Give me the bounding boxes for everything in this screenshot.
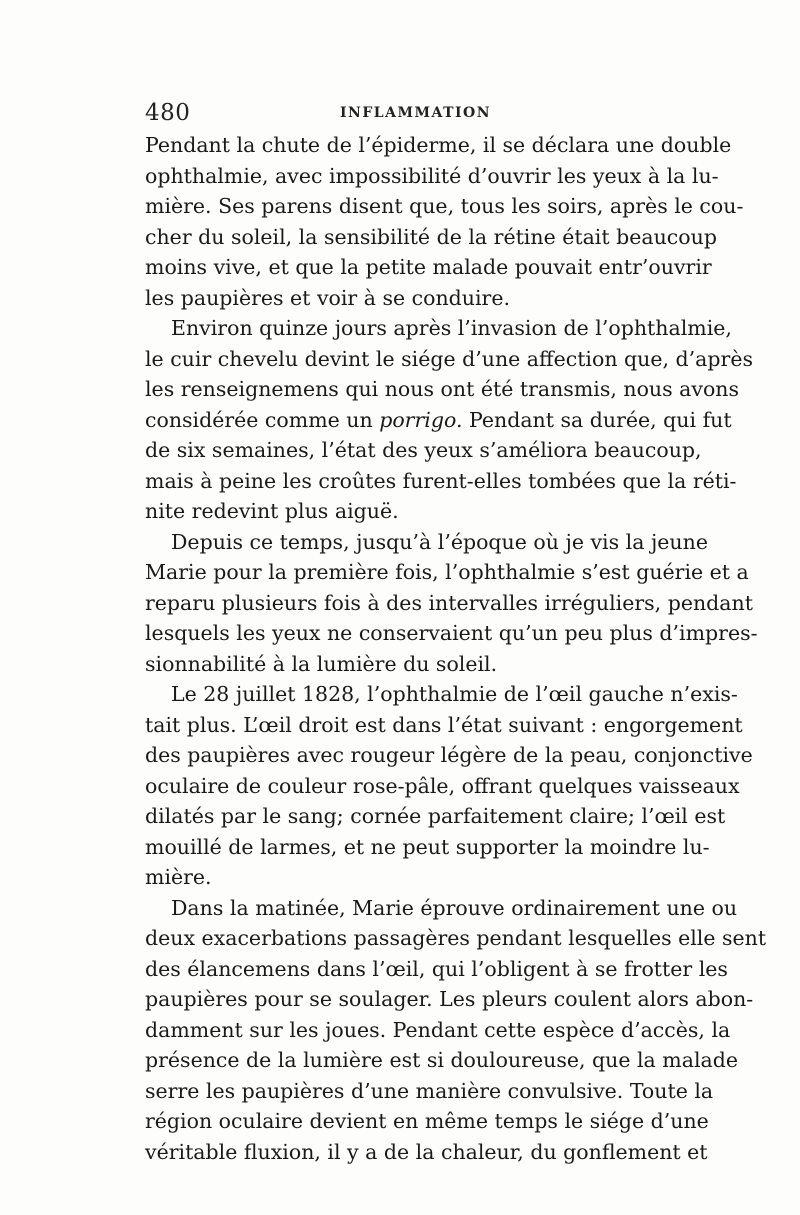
text-line: de six semaines, l’état des yeux s’améliora beaucoup, [145,438,702,462]
text-line: région oculaire devient en même temps le siége d’une [145,1109,709,1133]
text-line: Marie pour la première fois, l’ophthalmie s’est guérie et a [145,560,749,584]
text-line: deux exacerbations passagères pendant lesquelles elle sent [145,926,767,950]
text-line: des élancemens dans l’œil, qui l’obligent à se frotter les [145,956,728,981]
paragraph-4 [145,679,753,893]
text-line-with-italic [145,405,732,436]
paragraph-1 [145,130,744,313]
paragraph-3 [145,527,758,680]
text-line: nite redevint plus aiguë. [145,499,399,523]
text-line: Pendant la chute de l’épiderme, il se déclara une double [145,133,732,157]
text-segment: considérée comme un [145,407,380,432]
text-line: Dans la matinée, Marie éprouve ordinairement une ou [171,895,738,920]
body-text [145,130,767,1167]
italic-term: porrigo. [379,407,463,432]
text-line: oculaire de couleur rose-pâle, offrant quelques vaisseaux [145,773,740,798]
text-line: présence de la lumière est si douloureuse, que la malade [145,1048,738,1072]
text-line: reparu plusieurs fois à des intervalles irréguliers, pendant [145,590,753,615]
text-line: ophthalmie, avec impossibilité d’ouvrir les yeux à la lu- [145,163,719,188]
paragraph-2 [145,313,753,527]
text-line: les renseignemens qui nous ont été transmis, nous avons [145,377,740,401]
text-line: des paupières avec rougeur légère de la peau, conjonctive [145,743,753,767]
text-line: le cuir chevelu devint le siége d’une affection que, d’après [145,346,753,371]
text-line: mais à peine les croûtes furent-elles tombées que la réti- [145,468,737,493]
paragraph-5 [145,893,767,1168]
text-line: serre les paupières d’une manière convulsive. Toute la [145,1078,714,1103]
text-line: véritable fluxion, il y a de la chaleur, du gonflement et [145,1139,708,1164]
text-line: lesquels les yeux ne conservaient qu’un peu plus d’impres- [145,621,758,645]
page-number: 480 [145,100,191,126]
text-segment: Pendant sa durée, qui fut [462,407,732,432]
running-title: INFLAMMATION [340,105,492,121]
page-header [145,100,670,130]
text-line: mouillé de larmes, et ne peut supporter la moindre lu- [145,834,710,859]
text-line: les paupières et voir à se conduire. [145,285,510,310]
text-line: tait plus. L’œil droit est dans l’état suivant : engorgement [145,712,743,737]
text-line: Environ quinze jours après l’invasion de l’ophthalmie, [171,316,732,340]
text-line: dilatés par le sang; cornée parfaitement claire; l’œil est [145,804,726,828]
text-line: paupières pour se soulager. Les pleurs coulent alors abon- [145,987,754,1011]
text-line: sionnabilité à la lumière du soleil. [145,651,498,676]
text-line: mière. Ses parens disent que, tous les soirs, après le cou- [145,194,744,218]
text-line: mière. [145,865,212,889]
text-line: moins vive, et que la petite malade pouvait entr’ouvrir [145,255,712,279]
text-line: Le 28 juillet 1828, l’ophthalmie de l’œil gauche n’exis- [171,682,738,706]
text-line: Depuis ce temps, jusqu’à l’époque où je vis la jeune [171,529,708,554]
text-line: cher du soleil, la sensibilité de la rétine était beaucoup [145,224,717,249]
text-line: damment sur les joues. Pendant cette espèce d’accès, la [145,1017,731,1042]
